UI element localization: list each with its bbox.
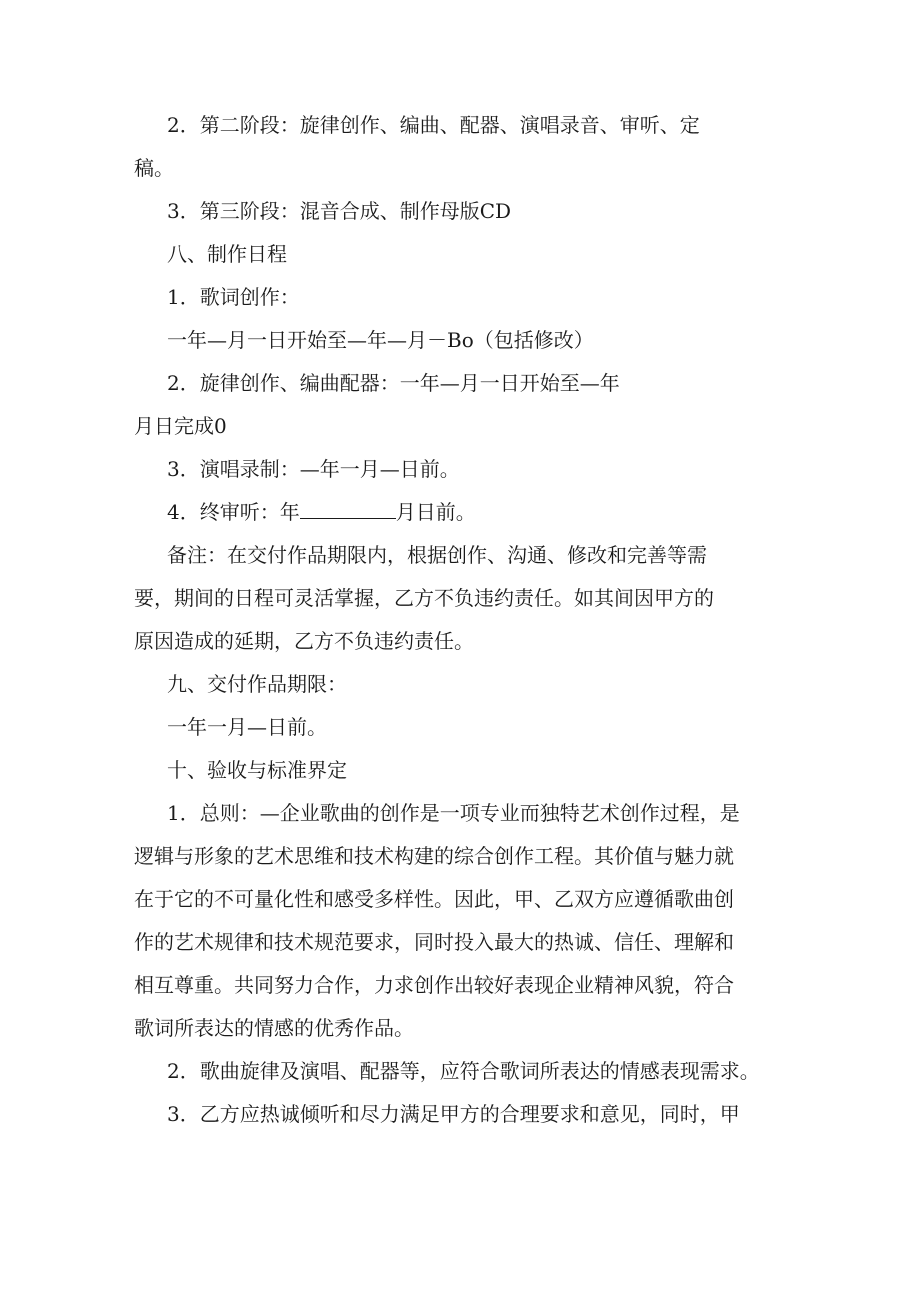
line-text: 4．终审听：年 xyxy=(167,500,300,524)
paragraph-line xyxy=(134,491,784,534)
line-text: 月日前。 xyxy=(395,500,476,524)
paragraph-line: 逻辑与形象的艺术思维和技术构建的综合创作工程。其价值与魅力就 xyxy=(134,844,734,868)
paragraph-line: 作的艺术规律和技术规范要求，同时投入最大的热诚、信任、理解和 xyxy=(134,930,734,954)
paragraph-line: 3．乙方应热诚倾听和尽力满足甲方的合理要求和意见，同时，甲 xyxy=(167,1102,740,1126)
paragraph-line: 稿。 xyxy=(134,156,174,180)
paragraph-line: 2．旋律创作、编曲配器：一年—月一日开始至—年 xyxy=(167,371,620,395)
paragraph-line: 原因造成的延期，乙方不负违约责任。 xyxy=(134,629,474,653)
section-heading: 十、验收与标准界定 xyxy=(167,758,347,782)
paragraph-line: 要，期间的日程可灵活掌握，乙方不负违约责任。如其间因甲方的 xyxy=(134,586,714,610)
paragraph-line: 在于它的不可量化性和感受多样性。因此，甲、乙双方应遵循歌曲创 xyxy=(134,887,734,911)
fill-in-blank xyxy=(300,492,396,519)
paragraph-line: 2．第二阶段：旋律创作、编曲、配器、演唱录音、审听、定 xyxy=(167,113,700,137)
section-heading: 八、制作日程 xyxy=(167,242,287,266)
paragraph-line: 相互尊重。共同努力合作，力求创作出较好表现企业精神风貌，符合 xyxy=(134,973,734,997)
paragraph-line: 备注：在交付作品期限内，根据创作、沟通、修改和完善等需 xyxy=(167,543,707,567)
section-heading: 九、交付作品期限： xyxy=(167,672,347,696)
paragraph-line: 3．第三阶段：混音合成、制作母版CD xyxy=(167,199,512,223)
paragraph-line: 月日完成0 xyxy=(134,414,227,438)
paragraph-line: 1．总则：—企业歌曲的创作是一项专业而独特艺术创作过程，是 xyxy=(167,801,740,825)
paragraph-line: 一年—月一日开始至—年—月－Bo（包括修改） xyxy=(167,328,594,352)
paragraph-line: 1．歌词创作： xyxy=(167,285,300,309)
paragraph-line: 3．演唱录制：—年一月—日前。 xyxy=(167,457,460,481)
paragraph-line: 歌词所表达的情感的优秀作品。 xyxy=(134,1016,414,1040)
paragraph-line: 2．歌曲旋律及演唱、配器等，应符合歌词所表达的情感表现需求。 xyxy=(167,1059,760,1083)
document-body xyxy=(134,104,784,1136)
paragraph-line: 一年一月—日前。 xyxy=(167,715,327,739)
